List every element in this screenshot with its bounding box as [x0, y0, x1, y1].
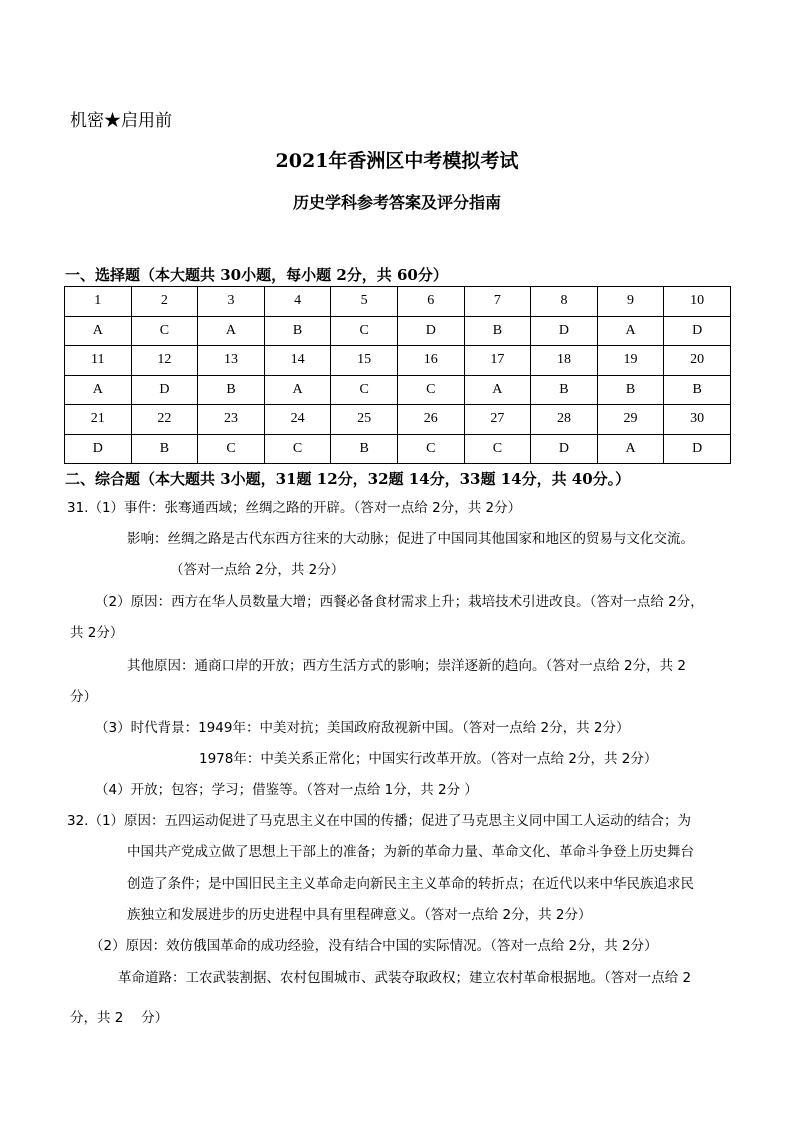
- question-number-row: [65, 346, 731, 376]
- question-number-cell: 3: [198, 287, 265, 317]
- question-number-cell: 4: [264, 287, 331, 317]
- answer-cell: B: [131, 434, 198, 464]
- answer-cell: C: [397, 434, 464, 464]
- question-number-cell: 27: [464, 405, 531, 435]
- answer-cell: D: [131, 375, 198, 405]
- q31-2-reason: （2）原因：西方在华人员数量大增；西餐必备食材需求上升；栽培技术引进改良。（答对一点给 2分，: [95, 594, 704, 610]
- question-number-cell: 15: [331, 346, 398, 376]
- q32-1-reason-cont-3: 族独立和发展进步的历史进程中具有里程碑意义。（答对一点给 2分，共 2分）: [127, 907, 592, 923]
- answer-cell: D: [664, 434, 731, 464]
- answer-table: [64, 286, 731, 464]
- question-number-cell: 7: [464, 287, 531, 317]
- question-number-cell: 25: [331, 405, 398, 435]
- question-number-cell: 10: [664, 287, 731, 317]
- question-number-cell: 1: [65, 287, 132, 317]
- answer-cell: D: [664, 316, 731, 346]
- answer-cell: B: [464, 316, 531, 346]
- q31-3-background-1978: 1978年：中美关系正常化；中国实行改革开放。（答对一点给 2分，共 2分）: [199, 751, 658, 767]
- question-number-cell: 13: [198, 346, 265, 376]
- question-number-row: [65, 405, 731, 435]
- question-number-cell: 16: [397, 346, 464, 376]
- q32-2-path-cont: 分，共 2 分）: [70, 1010, 169, 1026]
- section2-heading: 二、综合题（本大题共 3小题，31题 12分，32题 14分，33题 14分，共 40分。）: [65, 470, 631, 488]
- answer-cell: C: [264, 434, 331, 464]
- confidential-mark: 机密★启用前: [70, 111, 172, 131]
- question-number-cell: 2: [131, 287, 198, 317]
- answer-cell: B: [198, 375, 265, 405]
- exam-title: 2021年香洲区中考模拟考试: [275, 150, 519, 172]
- question-number-cell: 26: [397, 405, 464, 435]
- q32-2-path: 革命道路：工农武装割据、农村包围城市、武装夺取政权；建立农村革命根据地。（答对一点给 2: [118, 970, 692, 986]
- answer-cell: B: [531, 375, 598, 405]
- question-number-cell: 5: [331, 287, 398, 317]
- q32-1-reason: 32.（1）原因：五四运动促进了马克思主义在中国的传播；促进了马克思主义同中国工人运动的结合；为: [67, 813, 692, 829]
- question-number-cell: 8: [531, 287, 598, 317]
- answer-cell: B: [664, 375, 731, 405]
- question-number-cell: 6: [397, 287, 464, 317]
- answer-cell: C: [131, 316, 198, 346]
- question-number-cell: 12: [131, 346, 198, 376]
- answer-cell: C: [464, 434, 531, 464]
- answer-cell: A: [198, 316, 265, 346]
- question-number-cell: 14: [264, 346, 331, 376]
- answer-cell: A: [597, 316, 664, 346]
- q32-2-reason: （2）原因：效仿俄国革命的成功经验，没有结合中国的实际情况。（答对一点给 2分，共 2分）: [90, 938, 658, 954]
- answer-cell: D: [531, 434, 598, 464]
- answer-cell: C: [331, 316, 398, 346]
- question-number-cell: 24: [264, 405, 331, 435]
- answer-cell: B: [264, 316, 331, 346]
- q31-1-event: 31.（1）事件：张骞通西域；丝绸之路的开辟。（答对一点给 2分，共 2分）: [67, 500, 522, 516]
- question-number-cell: 19: [597, 346, 664, 376]
- question-number-cell: 23: [198, 405, 265, 435]
- answer-cell: A: [597, 434, 664, 464]
- question-number-cell: 22: [131, 405, 198, 435]
- q31-4-answer: （4）开放；包容；学习；借鉴等。（答对一点给 1分，共 2分 ）: [95, 782, 478, 798]
- q32-1-reason-cont-2: 创造了条件；是中国旧民主主义革命走向新民主主义革命的转折点；在近代以来中华民族追求民: [127, 876, 694, 892]
- question-number-cell: 18: [531, 346, 598, 376]
- q31-2-other: 其他原因：通商口岸的开放；西方生活方式的影响；崇洋逐新的趋向。（答对一点给 2分，共 2: [127, 658, 687, 674]
- answer-cell: B: [331, 434, 398, 464]
- answer-cell: A: [264, 375, 331, 405]
- question-number-cell: 21: [65, 405, 132, 435]
- answer-cell: D: [65, 434, 132, 464]
- section1-heading: 一、选择题（本大题共 30小题，每小题 2分，共 60分）: [65, 266, 448, 284]
- question-number-cell: 28: [531, 405, 598, 435]
- q31-1-score: （答对一点给 2分，共 2分）: [170, 562, 345, 578]
- answer-cell: D: [531, 316, 598, 346]
- question-number-cell: 30: [664, 405, 731, 435]
- q31-3-background-1949: （3）时代背景：1949年：中美对抗；美国政府敌视新中国。（答对一点给 2分，共 2分）: [95, 720, 630, 736]
- question-number-row: [65, 287, 731, 317]
- answer-cell: B: [597, 375, 664, 405]
- question-number-cell: 29: [597, 405, 664, 435]
- question-number-cell: 20: [664, 346, 731, 376]
- answer-cell: C: [397, 375, 464, 405]
- question-number-cell: 17: [464, 346, 531, 376]
- q31-2-reason-cont: 共 2分）: [70, 625, 124, 641]
- question-number-cell: 11: [65, 346, 132, 376]
- answer-row: [65, 434, 731, 464]
- q32-1-reason-cont-1: 中国共产党成立做了思想上干部上的准备；为新的革命力量、革命文化、革命斗争登上历史舞台: [127, 844, 694, 860]
- q31-2-other-cont: 分）: [70, 689, 97, 705]
- question-number-cell: 9: [597, 287, 664, 317]
- answer-cell: C: [331, 375, 398, 405]
- answer-cell: A: [65, 316, 132, 346]
- answer-cell: A: [65, 375, 132, 405]
- answer-row: [65, 375, 731, 405]
- exam-subtitle: 历史学科参考答案及评分指南: [292, 193, 501, 212]
- answer-cell: D: [397, 316, 464, 346]
- answer-cell: C: [198, 434, 265, 464]
- q31-1-impact: 影响：丝绸之路是古代东西方往来的大动脉；促进了中国同其他国家和地区的贸易与文化交流。: [127, 531, 694, 547]
- answer-cell: A: [464, 375, 531, 405]
- answer-row: [65, 316, 731, 346]
